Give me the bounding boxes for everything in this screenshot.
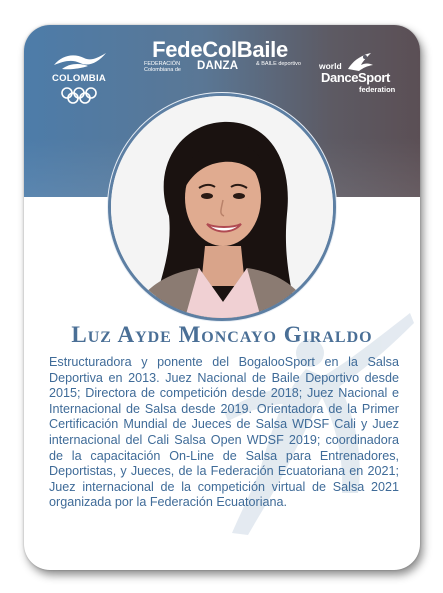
wds-dancesport-text: DanceSport [321,70,390,85]
world-dancesport-logo [315,51,407,99]
person-bio: Estructuradora y ponente del BogalooSport en la Salsa Deportiva en 2013. Juez Nacional de Baile Deportivo desde 2015; Directora de competición desde 2018; Juez Nacional e Internacional de Salsa desde 2019. Orientadora de la Primer Certificación Mundial de Jueces de Salsa WDSF Cali y Juez internacional del Cali Salsa Open WDSF 2019; coordinadora de la capacitación On-Line de Salsa para Entrenadores, Deportistas, y Jueces, de la Federación Ecuatoriana en 2021; Juez internacional de la competición virtual de Salsa 2021 organizada por la Federación Ecuatoriana. [49,355,399,510]
fedecolbaile-logo [134,37,306,73]
profile-card [24,25,420,570]
person-name: Luz Ayde Moncayo Giraldo [71,322,373,347]
fedecolbaile-subtitle [144,61,304,73]
colombia-text: COLOMBIA [51,73,107,84]
fedecolbaile-sub-right: & BAILE deportivo [256,61,301,67]
colombia-swoosh-icon [52,49,108,71]
wds-world-text: world [319,61,342,71]
wds-federation-text: federation [359,85,396,94]
colombia-logo [46,49,112,105]
fedecolbaile-sub-left: FEDERACIÓN Colombiana de [144,61,181,73]
profile-photo [108,93,336,321]
fedecolbaile-sub-main: DANZA [197,60,239,72]
fedecolbaile-name: FedeColBaile [152,37,288,62]
olympic-rings-icon [60,87,98,105]
portrait-illustration [111,96,333,318]
